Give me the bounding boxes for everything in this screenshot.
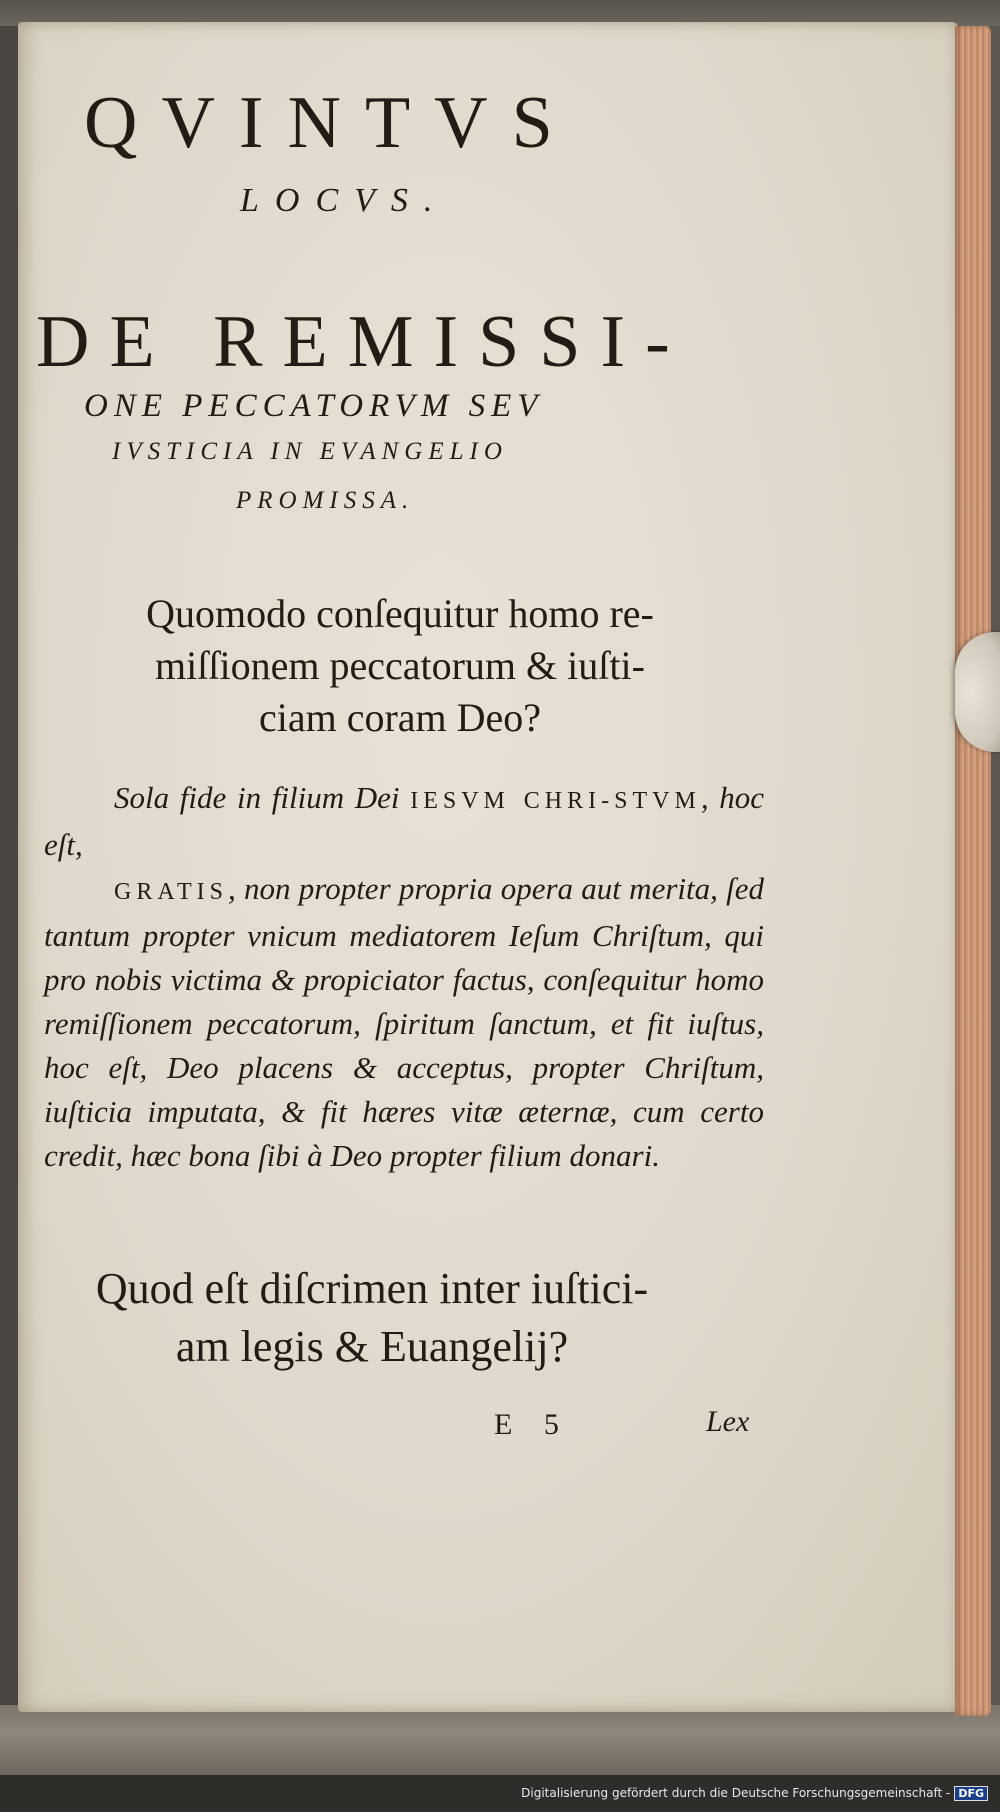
answer-paragraph-1 bbox=[44, 776, 764, 867]
answer-paragraph-2 bbox=[44, 867, 764, 1178]
book-bottom-edge bbox=[0, 1705, 1000, 1775]
title-line-2: LOCVS. bbox=[240, 182, 449, 219]
funding-credit bbox=[521, 1786, 988, 1801]
book-clasp bbox=[955, 632, 1000, 752]
question-2-line: Quod eſt diſcrimen inter iuſtici- bbox=[95, 1264, 649, 1313]
question-1-line: ciam coram Deo? bbox=[258, 695, 542, 740]
section-heading: DE REMISSI- bbox=[36, 301, 690, 383]
dfg-logo: DFG bbox=[954, 1786, 988, 1801]
answer-p1-name: IESVM CHRI-STVM bbox=[410, 788, 701, 814]
signature-mark: E 5 bbox=[494, 1408, 571, 1441]
question-2-line: am legis & Euangelij? bbox=[175, 1322, 569, 1371]
question-2 bbox=[0, 1260, 752, 1376]
answer-gratis: GRATIS bbox=[114, 879, 229, 905]
answer-p2-text: , non propter propria opera aut merita, ſed tantum propter vnicum mediatorem Ieſum Chriſtum, qui pro nobis victima & propiciator factus, conſequitur homo remiſſionem peccatorum, ſpiritum ſanctum, et fit iuſtus, hoc eſt, Deo placens & acceptus, propter Chriſtum, iuſticia imputata, & fit hæres vitæ æternæ, cum certo credit, hæc bona ſibi à Deo propter filium donari. bbox=[44, 871, 764, 1173]
title-line-1: QVINTVS bbox=[84, 82, 577, 164]
question-1 bbox=[20, 588, 780, 744]
question-1-line: miſſionem peccatorum & iuſti- bbox=[155, 643, 645, 688]
section-subheading-2: IVSTICIA IN EVANGELIO bbox=[112, 438, 508, 465]
section-subheading-3: PROMISSA. bbox=[236, 487, 415, 514]
funding-credit-text: Digitalisierung gefördert durch die Deutsche Forschungsgemeinschaft - bbox=[521, 1786, 951, 1800]
answer-text bbox=[44, 776, 764, 1178]
catchword: Lex bbox=[706, 1405, 750, 1438]
answer-p1-tail: , hoc eſt, bbox=[44, 780, 765, 862]
section-subheading-1: ONE PECCATORVM SEV bbox=[84, 388, 544, 424]
question-1-line: Quomodo conſequitur homo re- bbox=[146, 591, 654, 636]
answer-p1-text: Sola fide in filium Dei bbox=[114, 780, 411, 815]
page-fore-edge bbox=[955, 26, 991, 1716]
